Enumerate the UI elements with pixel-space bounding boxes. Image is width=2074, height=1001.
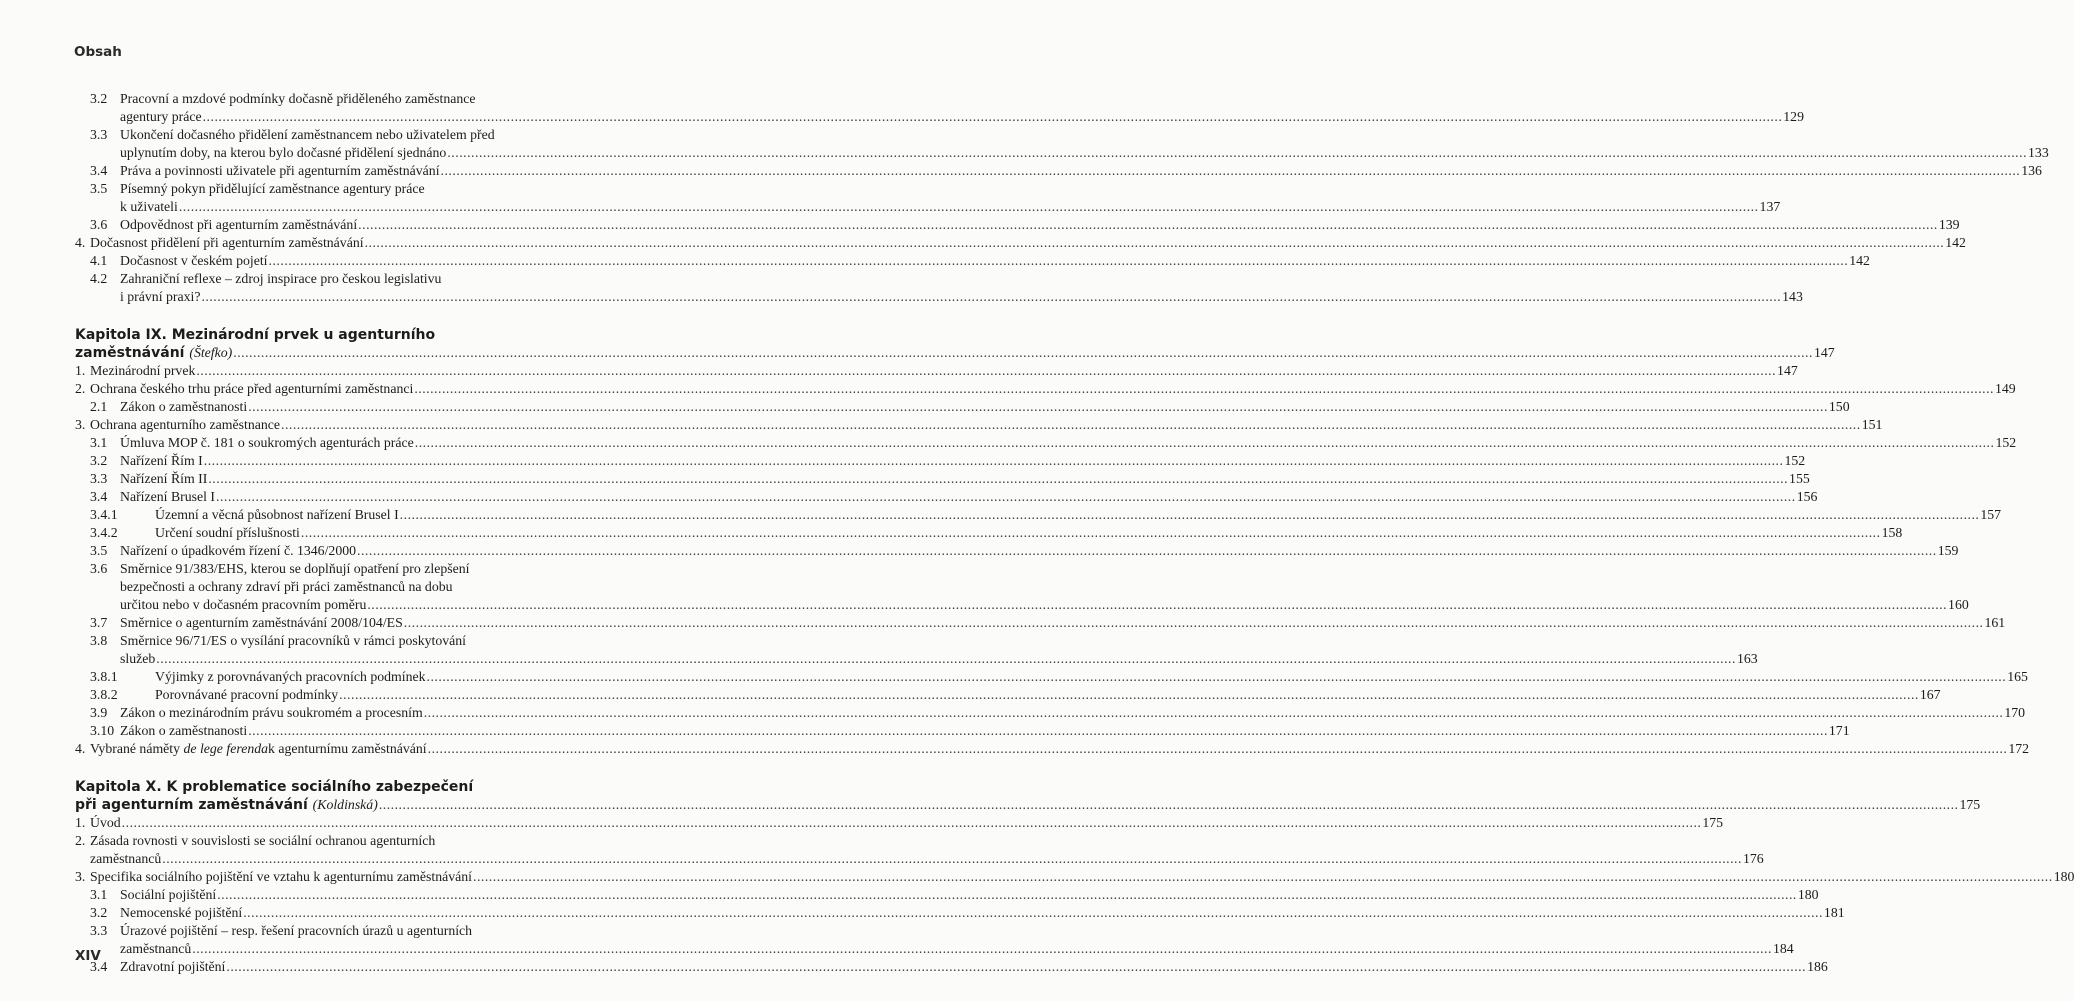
toc-entry-last-line (120, 704, 2026, 722)
toc-entry[interactable] (75, 668, 2028, 686)
toc-entry-line: Písemný pokyn přidělující zaměstnance agentury práce (120, 181, 425, 196)
toc-page-number: 157 (1980, 507, 2002, 522)
toc-entry-last-line (75, 796, 1981, 814)
toc-dot-leader: ................................................................................................................................................................................................................................................................................................................................................................................................................ (208, 471, 1789, 486)
toc-dot-leader: ................................................................................................................................................................................................................................................................................................................................................................................................................ (248, 399, 1828, 414)
toc-entry-number: 3.3 (90, 127, 108, 142)
toc-entry-number: 3.4.1 (90, 507, 118, 522)
toc-page-number: 167 (1919, 687, 1941, 702)
toc-page-number: 139 (1938, 217, 1960, 232)
toc-entry-number: 3.8.2 (90, 687, 118, 702)
toc-entry-line: Odpovědnost při agenturním zaměstnávání (120, 217, 358, 232)
toc-entry-line: Nařízení Brusel I (120, 489, 216, 504)
toc-page-number: 142 (1945, 235, 1966, 250)
toc-page-number: 163 (1736, 651, 1758, 666)
toc-entry-line: Práva a povinnosti uživatele při agenturním zaměstnávání (120, 163, 440, 178)
toc-entry-last-line (120, 886, 1819, 904)
toc-page-number: 175 (1702, 815, 1724, 830)
toc-entry-last-line (75, 344, 1835, 362)
toc-entry-text (120, 180, 1781, 216)
toc-page-number: 172 (2008, 741, 2030, 756)
toc-entry-line: Kapitola X. K problematice sociálního zabezpečení (75, 779, 474, 795)
toc-entry-text (120, 632, 1758, 668)
toc-entry-italic: de lege ferenda (183, 741, 269, 756)
toc-entry-text (90, 832, 1764, 868)
toc-page-number: 175 (1959, 797, 1981, 812)
toc-entry-number: 4. (75, 741, 86, 756)
toc-entry[interactable] (75, 686, 1941, 704)
toc-entry-line: Vybrané náměty (90, 741, 181, 756)
toc-chapter-author: (Štefko) (189, 345, 233, 360)
toc-entry[interactable] (75, 234, 1966, 252)
toc-page-number: 159 (1937, 543, 1959, 558)
toc-entry[interactable] (75, 814, 1724, 832)
toc-entry-last-line (120, 650, 1758, 668)
toc-entry-number: 3.6 (90, 217, 108, 232)
toc-entry-line: Směrnice 96/71/ES o vysílání pracovníků v rámci poskytování (120, 633, 467, 648)
toc-entry[interactable] (75, 434, 2017, 452)
toc-entry[interactable] (75, 162, 2042, 180)
toc-entry[interactable] (75, 632, 1758, 668)
toc-entry-line: Úmluva MOP č. 181 o soukromých agenturách práce (120, 435, 414, 450)
toc-entry-number: 3.9 (90, 705, 108, 720)
toc-entry-last-line (155, 506, 2002, 524)
toc-dot-leader: ................................................................................................................................................................................................................................................................................................................................................................................................................ (196, 363, 1777, 378)
toc-page-number: 181 (1823, 905, 1845, 920)
toc-entry-line: zaměstnávání (75, 345, 185, 361)
toc-entry-line: Dočasnost přidělení při agenturním zaměstnávání (90, 235, 364, 250)
toc-dot-leader: ................................................................................................................................................................................................................................................................................................................................................................................................................ (414, 435, 1995, 450)
toc-page-number: 186 (1807, 959, 1828, 974)
toc-dot-leader: ................................................................................................................................................................................................................................................................................................................................................................................................................ (414, 381, 1994, 396)
toc-entry-text (120, 126, 2049, 162)
toc-chapter-author: (Koldinská) (312, 797, 378, 812)
toc-page-number: 170 (2004, 705, 2026, 720)
toc-entry[interactable] (75, 362, 1798, 380)
toc-entry-line: Mezinárodní prvek (90, 363, 196, 378)
toc-dot-leader: ................................................................................................................................................................................................................................................................................................................................................................................................................ (243, 905, 1823, 920)
toc-entry-number: 2.1 (90, 399, 108, 414)
toc-entry[interactable] (75, 886, 1819, 904)
toc-entry-number: 3.2 (90, 905, 108, 920)
toc-entry-line: i právní praxi? (120, 289, 201, 304)
toc-chapter-heading[interactable] (75, 326, 1835, 362)
toc-entry-last-line (120, 596, 1969, 614)
toc-entry-text (120, 252, 1870, 270)
toc-entry[interactable] (75, 614, 2006, 632)
toc-page-number: 151 (1861, 417, 1883, 432)
toc-entry-number: 3.8 (90, 633, 108, 648)
toc-entry-line: Zákon o mezinárodním právu soukromém a procesním (120, 705, 423, 720)
toc-entry[interactable] (75, 270, 1803, 306)
toc-entry[interactable] (75, 470, 1810, 488)
toc-entry-number: 3.2 (90, 91, 108, 106)
toc-entry-last-line (120, 958, 1828, 976)
toc-entry-text (90, 380, 2016, 398)
toc-page-number: 160 (1948, 597, 1969, 612)
toc-entry-last-line (120, 722, 1850, 740)
toc-entry-text (120, 162, 2042, 180)
toc-entry[interactable] (75, 958, 1828, 976)
toc-entry-text (90, 814, 1724, 832)
toc-entry-line: Zahraniční reflexe – zdroj inspirace pro českou legislativu (120, 271, 442, 286)
toc-entry-line: Zásada rovnosti v souvislosti se sociální ochranou agenturních (90, 833, 436, 848)
toc-page-number: 180 (1797, 887, 1819, 902)
toc-page-number: 180 (2053, 869, 2074, 884)
toc-dot-leader: ................................................................................................................................................................................................................................................................................................................................................................................................................ (216, 489, 1796, 504)
toc-page-number: 184 (1772, 941, 1794, 956)
toc-entry[interactable] (75, 380, 2016, 398)
toc-entry-text (120, 452, 1806, 470)
toc-entry-text (75, 778, 1981, 814)
toc-entry-number: 3.3 (90, 923, 108, 938)
toc-entry-text (90, 416, 1883, 434)
toc-entry-last-line (120, 940, 1794, 958)
toc-entry-last-line (90, 740, 2030, 758)
toc-page-number: 165 (2007, 669, 2028, 684)
toc-dot-leader: ................................................................................................................................................................................................................................................................................................................................................................................................................ (357, 543, 1937, 558)
toc-entry-number: 3.4.2 (90, 525, 118, 540)
toc-entry-text (120, 488, 1818, 506)
toc-entry-number: 3.7 (90, 615, 108, 630)
toc-entry-line: Směrnice 91/383/EHS, kterou se doplňují opatření pro zlepšení (120, 561, 470, 576)
toc-page-number: 149 (1995, 381, 2016, 396)
toc-entry-line: při agenturním zaměstnávání (75, 797, 308, 813)
toc-entry[interactable] (75, 832, 1764, 868)
toc-entry-text (90, 234, 1966, 252)
toc-page-number: 161 (1984, 615, 2006, 630)
toc-entry-number: 3.6 (90, 561, 108, 576)
toc-page-number: 158 (1881, 525, 1903, 540)
toc-entry-line: zaměstnanců (120, 941, 192, 956)
toc-page-number: 129 (1783, 109, 1804, 124)
toc-entry-line: k uživateli (120, 199, 178, 214)
toc-entry-line: Dočasnost v českém pojetí (120, 253, 268, 268)
toc-entry[interactable] (75, 704, 2026, 722)
toc-entry-text (120, 542, 1959, 560)
table-of-contents (75, 90, 2074, 976)
toc-entry-line: Ochrana agenturního zaměstnance (90, 417, 280, 432)
toc-entry-last-line (90, 850, 1764, 868)
toc-entry[interactable] (75, 904, 1845, 922)
toc-entry-last-line (155, 668, 2028, 686)
toc-dot-leader: ................................................................................................................................................................................................................................................................................................................................................................................................................ (364, 235, 1945, 250)
toc-page-number: 133 (2028, 145, 2049, 160)
toc-dot-leader: ................................................................................................................................................................................................................................................................................................................................................................................................................ (248, 723, 1828, 738)
toc-entry-text (120, 470, 1810, 488)
toc-page-number: 142 (1849, 253, 1870, 268)
toc-entry-last-line (120, 108, 1804, 126)
toc-entry-text (120, 958, 1828, 976)
toc-entry-line: Směrnice o agenturním zaměstnávání 2008/104/ES (120, 615, 403, 630)
toc-entry[interactable] (75, 452, 1806, 470)
toc-entry-line: Nemocenské pojištění (120, 905, 243, 920)
toc-entry-number: 4.2 (90, 271, 108, 286)
toc-entry-number: 3.2 (90, 453, 108, 468)
toc-dot-leader: ................................................................................................................................................................................................................................................................................................................................................................................................................ (203, 453, 1784, 468)
toc-entry-last-line (120, 398, 1850, 416)
toc-page-number: 171 (1828, 723, 1850, 738)
toc-entry-last-line (120, 434, 2017, 452)
toc-entry[interactable] (75, 90, 1804, 126)
toc-entry-number: 3.5 (90, 181, 108, 196)
toc-page-number: 137 (1759, 199, 1781, 214)
toc-entry-line: Úrazové pojištění – resp. řešení pracovních úrazů u agenturních (120, 923, 473, 938)
toc-entry-number: 3.4 (90, 959, 108, 974)
toc-entry-line: Porovnávané pracovní podmínky (155, 687, 339, 702)
toc-entry-last-line (120, 144, 2049, 162)
toc-dot-leader: ................................................................................................................................................................................................................................................................................................................................................................................................................ (268, 253, 1849, 268)
toc-entry-text (120, 904, 1845, 922)
toc-entry-number: 2. (75, 833, 86, 848)
toc-entry[interactable] (75, 740, 2030, 758)
toc-entry-text (120, 270, 1803, 306)
toc-entry-last-line (120, 614, 2006, 632)
toc-entry-text (90, 868, 2074, 886)
toc-entry-last-line (90, 416, 1883, 434)
toc-entry-number: 3.10 (90, 723, 115, 738)
toc-entry-text (120, 560, 1969, 614)
toc-dot-leader: ................................................................................................................................................................................................................................................................................................................................................................................................................ (192, 941, 1772, 956)
toc-entry-text (120, 216, 1960, 234)
toc-entry-line: Územní a věcná působnost nařízení Brusel I (155, 507, 399, 522)
toc-entry-text (90, 362, 1798, 380)
toc-entry-last-line (90, 362, 1798, 380)
toc-entry-number: 3. (75, 417, 86, 432)
toc-page-number: 136 (2021, 163, 2042, 178)
toc-entry-last-line (120, 252, 1870, 270)
toc-page-number: 150 (1828, 399, 1850, 414)
toc-dot-leader: ................................................................................................................................................................................................................................................................................................................................................................................................................ (233, 345, 1813, 360)
toc-page-number: 147 (1813, 345, 1835, 360)
toc-entry-number: 1. (75, 363, 86, 378)
toc-entry[interactable] (75, 722, 1850, 740)
toc-entry-last-line (120, 288, 1803, 306)
toc-entry-number: 3.3 (90, 471, 108, 486)
toc-page-number: 176 (1742, 851, 1764, 866)
toc-entry-last-line (120, 542, 1959, 560)
toc-dot-leader: ................................................................................................................................................................................................................................................................................................................................................................................................................ (121, 815, 1702, 830)
toc-entry-text (120, 722, 1850, 740)
toc-page-number: 152 (1784, 453, 1806, 468)
toc-entry-text (155, 668, 2028, 686)
toc-entry-line: Sociální pojištění (120, 887, 217, 902)
toc-entry[interactable] (75, 506, 2002, 524)
toc-dot-leader: ................................................................................................................................................................................................................................................................................................................................................................................................................ (226, 959, 1807, 974)
toc-entry-number: 4. (75, 235, 86, 250)
toc-entry-line: Zákon o zaměstnanosti (120, 723, 248, 738)
toc-entry-text (120, 398, 1850, 416)
toc-dot-leader: ................................................................................................................................................................................................................................................................................................................................................................................................................ (378, 797, 1959, 812)
toc-entry-line: Specifika sociálního pojištění ve vztahu k agenturnímu zaměstnávání (90, 869, 472, 884)
toc-entry-line: zaměstnanců (90, 851, 162, 866)
toc-dot-leader: ................................................................................................................................................................................................................................................................................................................................................................................................................ (423, 705, 2004, 720)
toc-dot-leader: ................................................................................................................................................................................................................................................................................................................................................................................................................ (178, 199, 1759, 214)
toc-entry-text (75, 326, 1835, 362)
toc-entry-last-line (120, 904, 1845, 922)
toc-entry[interactable] (75, 488, 1818, 506)
toc-page-number: 147 (1777, 363, 1798, 378)
toc-dot-leader: ................................................................................................................................................................................................................................................................................................................................................................................................................ (426, 669, 2007, 684)
toc-entry-line: bezpečnosti a ochrany zdraví při práci zaměstnanců na dobu (120, 579, 453, 594)
toc-dot-leader: ................................................................................................................................................................................................................................................................................................................................................................................................................ (440, 163, 2021, 178)
toc-entry-text (120, 614, 2006, 632)
toc-dot-leader: ................................................................................................................................................................................................................................................................................................................................................................................................................ (162, 851, 1742, 866)
running-head: Obsah (74, 44, 122, 60)
toc-entry-last-line (90, 234, 1966, 252)
toc-dot-leader: ................................................................................................................................................................................................................................................................................................................................................................................................................ (403, 615, 1984, 630)
toc-entry-line: uplynutím doby, na kterou bylo dočasné přidělení sjednáno (120, 145, 447, 160)
toc-dot-leader: ................................................................................................................................................................................................................................................................................................................................................................................................................ (399, 507, 1980, 522)
toc-entry-last-line (90, 868, 2074, 886)
toc-dot-leader: ................................................................................................................................................................................................................................................................................................................................................................................................................ (156, 651, 1736, 666)
toc-entry[interactable] (75, 524, 1903, 542)
toc-entry[interactable] (75, 216, 1960, 234)
toc-entry-last-line (120, 198, 1781, 216)
toc-dot-leader: ................................................................................................................................................................................................................................................................................................................................................................................................................ (217, 887, 1797, 902)
toc-entry-number: 3. (75, 869, 86, 884)
toc-entry-line: Zdravotní pojištění (120, 959, 226, 974)
toc-entry-line: Nařízení Řím I (120, 453, 203, 468)
toc-dot-leader: ................................................................................................................................................................................................................................................................................................................................................................................................................ (473, 869, 2053, 884)
toc-entry-text (120, 704, 2026, 722)
toc-entry-line: Výjimky z porovnávaných pracovních podmínek (155, 669, 426, 684)
toc-entry-line: Úvod (90, 815, 121, 830)
toc-entry-last-line (120, 216, 1960, 234)
toc-entry-line: Nařízení Řím II (120, 471, 208, 486)
toc-entry-after: k agenturnímu zaměstnávání (268, 741, 427, 756)
toc-page-number: 152 (1995, 435, 2017, 450)
toc-entry[interactable] (75, 180, 1781, 216)
toc-entry-line: služeb (120, 651, 156, 666)
toc-entry-text (155, 686, 1941, 704)
toc-entry-last-line (155, 686, 1941, 704)
toc-dot-leader: ................................................................................................................................................................................................................................................................................................................................................................................................................ (202, 109, 1783, 124)
toc-entry-number: 1. (75, 815, 86, 830)
toc-entry-text (120, 90, 1804, 126)
toc-entry[interactable] (75, 398, 1850, 416)
toc-entry-last-line (120, 470, 1810, 488)
toc-page-number: 156 (1796, 489, 1818, 504)
toc-entry-line: Nařízení o úpadkovém řízení č. 1346/2000 (120, 543, 357, 558)
toc-entry-last-line (120, 162, 2042, 180)
toc-entry[interactable] (75, 560, 1969, 614)
toc-dot-leader: ................................................................................................................................................................................................................................................................................................................................................................................................................ (427, 741, 2008, 756)
toc-entry[interactable] (75, 542, 1959, 560)
toc-dot-leader: ................................................................................................................................................................................................................................................................................................................................................................................................................ (358, 217, 1938, 232)
toc-dot-leader: ................................................................................................................................................................................................................................................................................................................................................................................................................ (367, 597, 1948, 612)
toc-entry[interactable] (75, 868, 2074, 886)
toc-entry-number: 3.1 (90, 887, 108, 902)
toc-entry-text (155, 524, 1903, 542)
toc-entry-text (90, 740, 2030, 758)
toc-entry-text (155, 506, 2002, 524)
page-number: XIV (75, 948, 101, 964)
toc-entry-number: 2. (75, 381, 86, 396)
toc-entry-line: Ukončení dočasného přidělení zaměstnancem nebo uživatelem před (120, 127, 495, 142)
toc-entry-line: agentury práce (120, 109, 202, 124)
toc-entry-line: Pracovní a mzdové podmínky dočasně přiděleného zaměstnance (120, 91, 476, 106)
toc-entry-number: 3.4 (90, 489, 108, 504)
toc-entry-text (120, 922, 1794, 958)
toc-entry-number: 3.5 (90, 543, 108, 558)
toc-entry-last-line (90, 814, 1724, 832)
toc-entry-text (120, 434, 2017, 452)
toc-entry-last-line (120, 452, 1806, 470)
toc-entry-last-line (155, 524, 1903, 542)
toc-entry[interactable] (75, 416, 1883, 434)
toc-page-number: 155 (1789, 471, 1810, 486)
toc-entry-text (120, 886, 1819, 904)
toc-dot-leader: ................................................................................................................................................................................................................................................................................................................................................................................................................ (447, 145, 2028, 160)
toc-dot-leader: ................................................................................................................................................................................................................................................................................................................................................................................................................ (339, 687, 1919, 702)
toc-entry-last-line (90, 380, 2016, 398)
toc-entry[interactable] (75, 252, 1870, 270)
toc-dot-leader: ................................................................................................................................................................................................................................................................................................................................................................................................................ (201, 289, 1782, 304)
toc-entry-line: Kapitola IX. Mezinárodní prvek u agenturního (75, 327, 436, 343)
toc-entry-last-line (120, 488, 1818, 506)
toc-entry-number: 3.1 (90, 435, 108, 450)
toc-dot-leader: ................................................................................................................................................................................................................................................................................................................................................................................................................ (281, 417, 1861, 432)
toc-entry-number: 3.4 (90, 163, 108, 178)
toc-entry-number: 4.1 (90, 253, 108, 268)
toc-chapter-heading[interactable] (75, 778, 1981, 814)
toc-entry[interactable] (75, 922, 1794, 958)
toc-entry-line: Ochrana českého trhu práce před agenturními zaměstnanci (90, 381, 414, 396)
toc-entry[interactable] (75, 126, 2049, 162)
toc-page-number: 143 (1782, 289, 1803, 304)
toc-entry-line: Zákon o zaměstnanosti (120, 399, 248, 414)
toc-dot-leader: ................................................................................................................................................................................................................................................................................................................................................................................................................ (300, 525, 1881, 540)
toc-entry-line: Určení soudní příslušnosti (155, 525, 300, 540)
toc-entry-number: 3.8.1 (90, 669, 118, 684)
toc-entry-line: určitou nebo v dočasném pracovním poměru (120, 597, 367, 612)
